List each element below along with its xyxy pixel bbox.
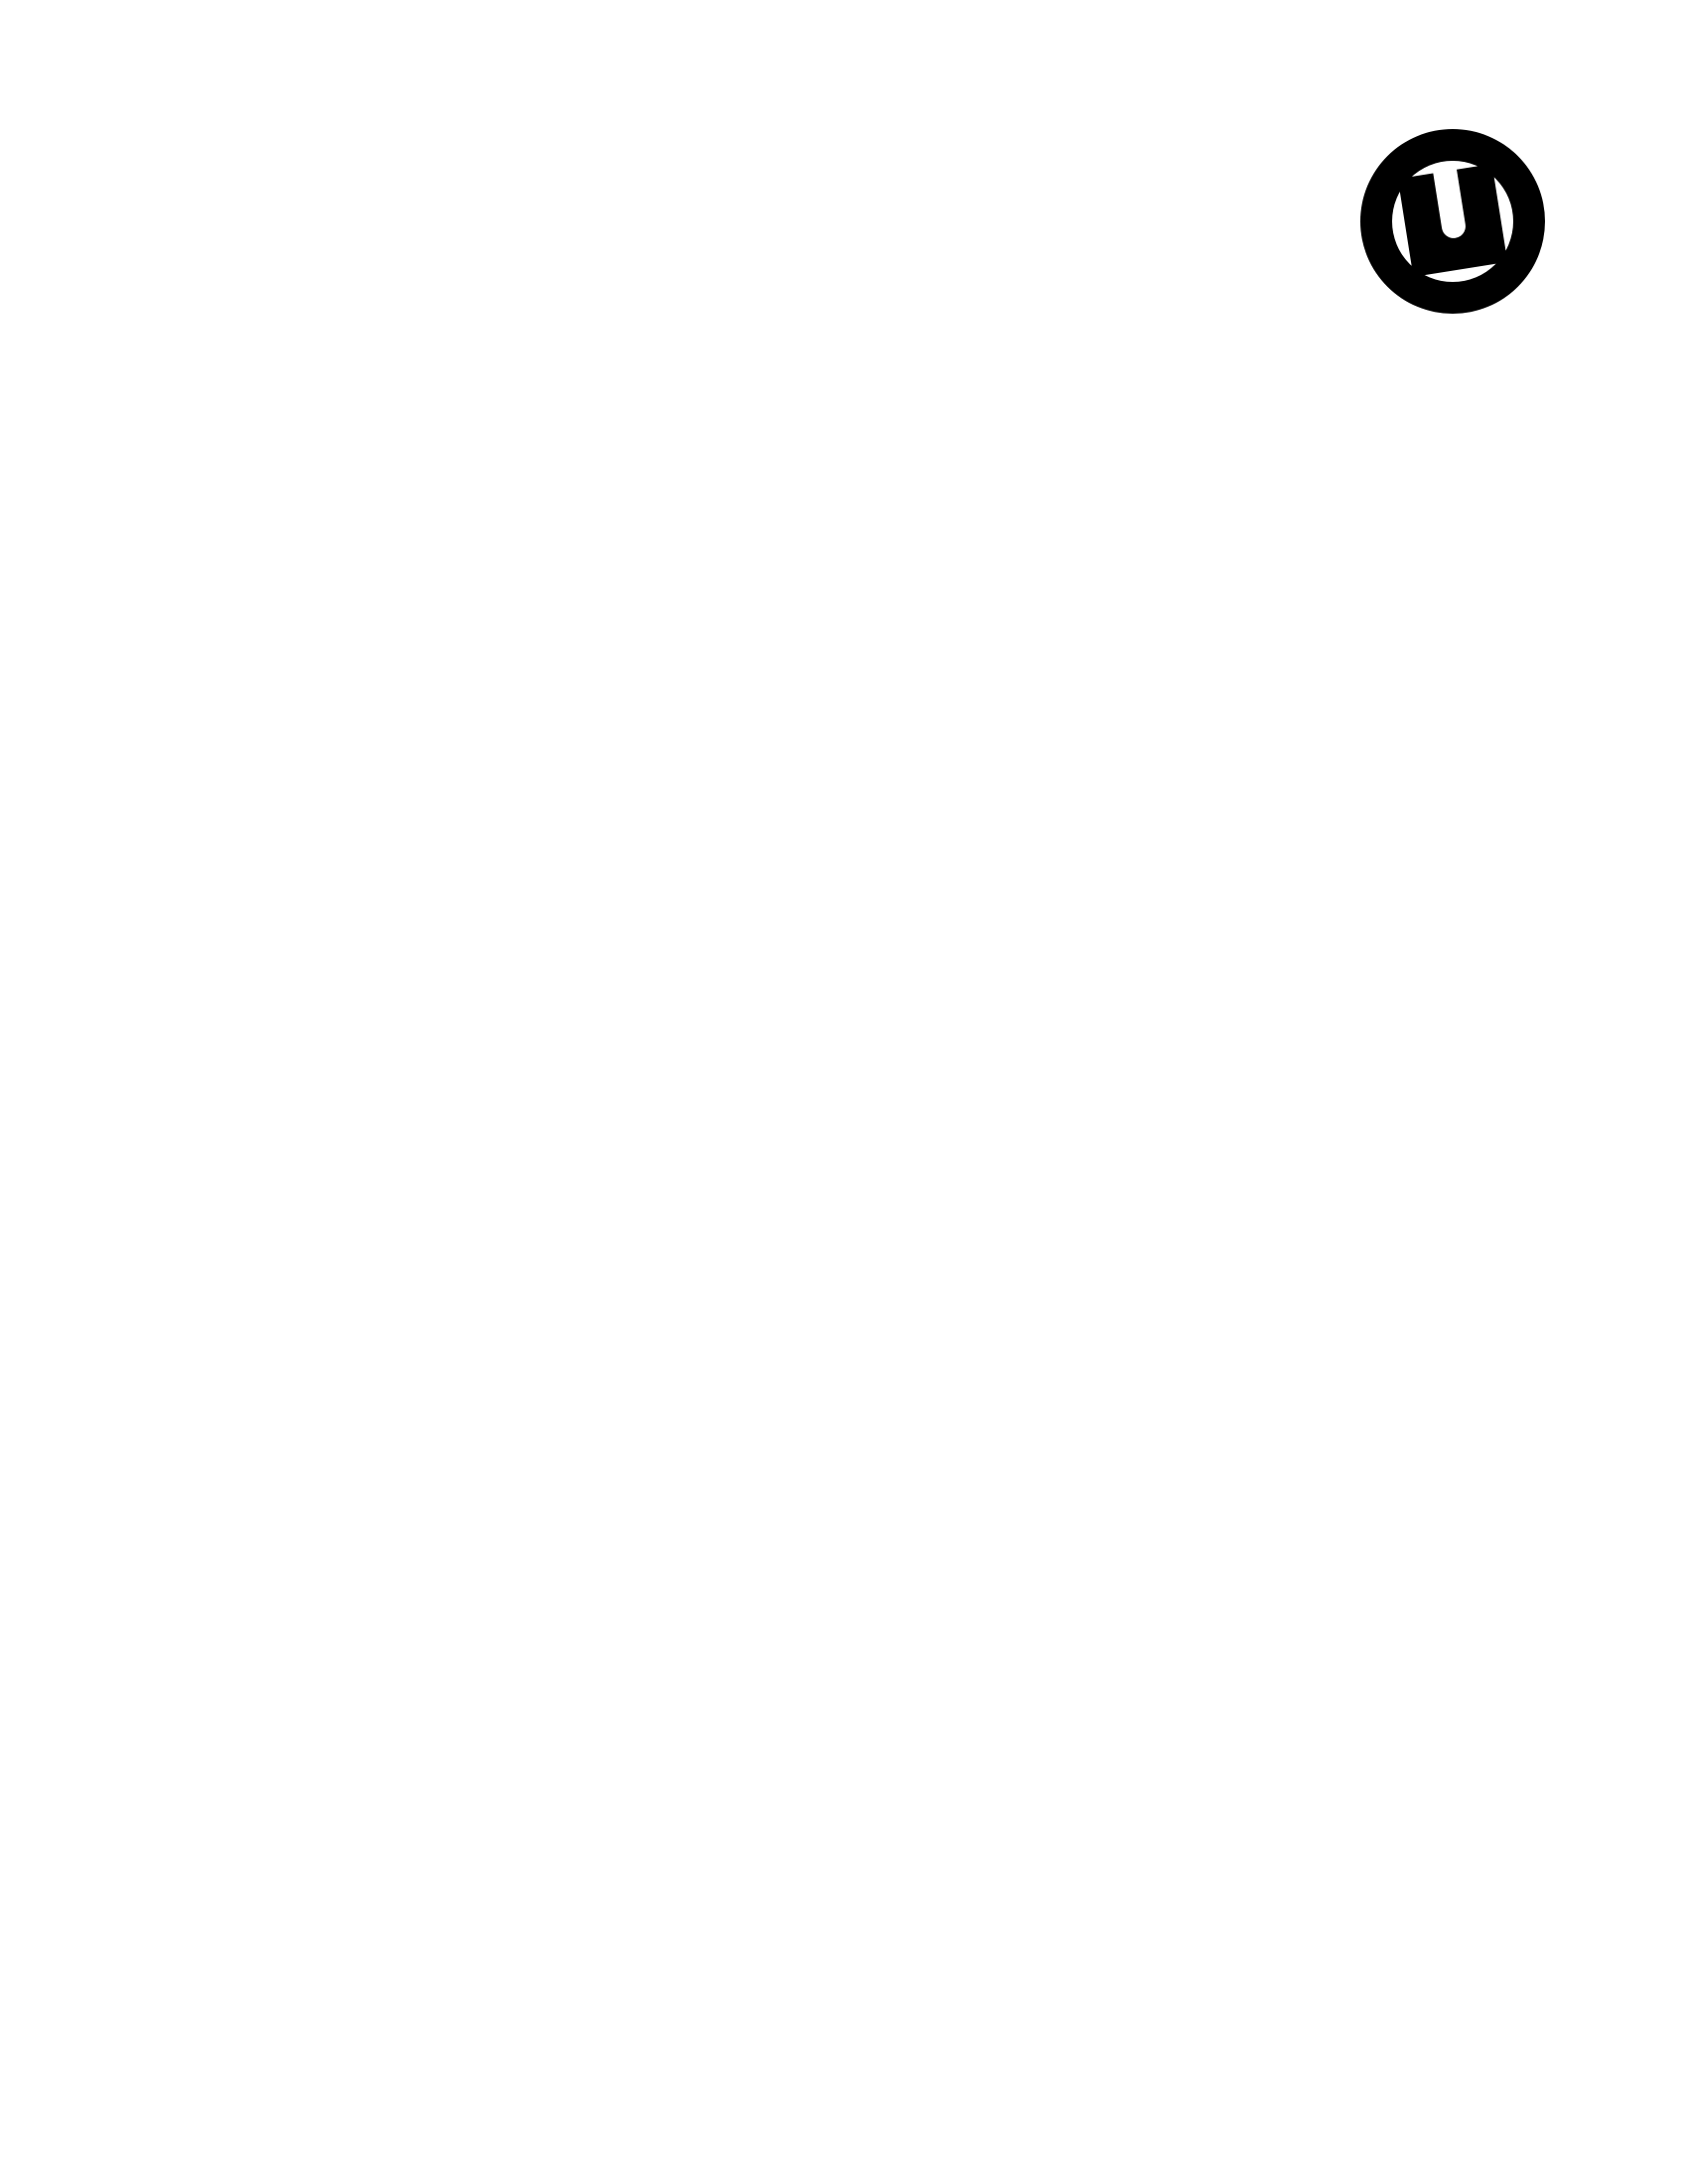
day-date-area-1[interactable] (549, 748, 1135, 971)
uniprix-logo-icon (1348, 117, 1557, 326)
day-date-area-3[interactable] (549, 1706, 1135, 1931)
time-slot-3[interactable] (558, 1931, 1126, 2062)
uniprix-logo[interactable] (1348, 117, 1557, 326)
day-date-overlay (549, 1695, 1135, 1920)
time-slot-1[interactable] (558, 971, 1126, 1101)
schedule-card-1[interactable] (549, 748, 1135, 1109)
day-date-area-2[interactable] (549, 1226, 1135, 1452)
schedule-card-3[interactable] (549, 1706, 1135, 2070)
time-slot-2[interactable] (558, 1452, 1126, 1582)
schedule-card-2[interactable] (549, 1226, 1135, 1590)
